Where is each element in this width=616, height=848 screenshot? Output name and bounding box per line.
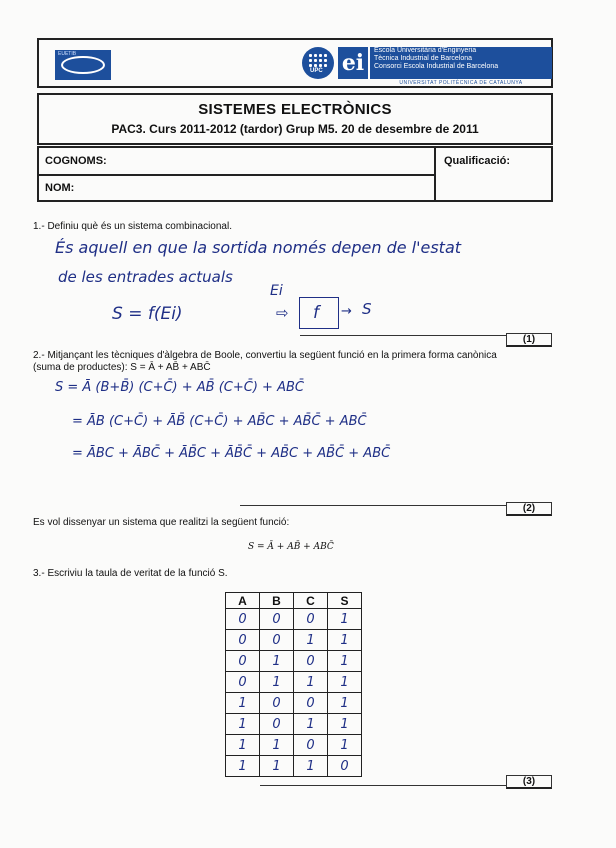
cell-s: 1 (328, 609, 362, 630)
logo-left-text: EUETIB (58, 51, 77, 57)
question-3-text: 3.- Escriviu la taula de veritat de la funció S. (33, 568, 228, 579)
upc-logo-label: UPC (310, 68, 323, 74)
cell-s: 1 (328, 714, 362, 735)
qualificacio-label: Qualificació: (444, 155, 511, 167)
cell-c: 1 (294, 714, 328, 735)
header-a: A (226, 593, 260, 609)
cell-b: 1 (260, 735, 294, 756)
table-row (226, 651, 362, 672)
q1-diagram-output: S (362, 300, 372, 318)
cell-s: 0 (328, 756, 362, 777)
cell-s: 1 (328, 735, 362, 756)
school-line-3: Consorci Escola Industrial de Barcelona (374, 63, 499, 70)
q1-formula: S = f(Ei) (112, 304, 183, 324)
table-row (226, 609, 362, 630)
cell-s: 1 (328, 693, 362, 714)
q1-diagram-input: Ei (270, 283, 283, 299)
page-title: SISTEMES ELECTRÒNICS (198, 101, 392, 118)
form-divider-horizontal (37, 174, 436, 176)
cell-a: 0 (226, 630, 260, 651)
table-row (226, 735, 362, 756)
q1-answer-line-2: de les entrades actuals (58, 268, 233, 286)
exam-subtitle: PAC3. Curs 2011-2012 (tardor) Grup M5. 20 de desembre de 2011 (111, 122, 479, 136)
score-box-1: (1) (506, 333, 552, 347)
cell-b: 1 (260, 756, 294, 777)
score-box-2: (2) (506, 502, 552, 516)
cell-c: 0 (294, 735, 328, 756)
university-name: UNIVERSITAT POLITÈCNICA DE CATALUNYA (399, 80, 523, 86)
table-row (226, 672, 362, 693)
cognoms-label: COGNOMS: (45, 155, 107, 167)
header-b: B (260, 593, 294, 609)
cell-a: 1 (226, 735, 260, 756)
cell-b: 0 (260, 714, 294, 735)
cell-c: 1 (294, 630, 328, 651)
truth-table-header (226, 593, 362, 609)
cell-s: 1 (328, 630, 362, 651)
table-row (226, 693, 362, 714)
intro-formula: S = Ā + AB̄ + ABC̄ (248, 542, 334, 552)
q1-answer-line-1: És aquell en que la sortida només depen de l'estat (55, 238, 462, 257)
cell-c: 1 (294, 756, 328, 777)
truth-table (225, 592, 362, 777)
question-2-text-line-1: 2.- Mitjançant les tècniques d'àlgebra de Boole, convertiu la següent funció en la primera forma canònica (33, 350, 497, 361)
q2-answer-line-3: = ĀBC + ĀBC̄ + ĀB̄C + ĀB̄C̄ + AB̄C + AB̄C̄ + ABC̄ (72, 446, 391, 461)
dots-icon (308, 53, 328, 67)
table-row (226, 756, 362, 777)
question-1-text: 1.- Definiu què és un sistema combinacional. (33, 221, 232, 232)
cell-c: 0 (294, 609, 328, 630)
score-line-2 (240, 505, 506, 506)
cell-c: 1 (294, 672, 328, 693)
cell-c: 0 (294, 651, 328, 672)
question-2-text-line-2: (suma de productes): S = Ā + AB̄ + ABC̄ (33, 362, 211, 373)
cell-a: 0 (226, 609, 260, 630)
q2-answer-line-1: S = Ā (B+B̄) (C+C̄) + AB̄ (C+C̄) + ABC̄ (55, 380, 304, 395)
score-line-3 (260, 785, 506, 786)
swoosh-icon (61, 56, 105, 74)
arrow-right-icon: ⇨ (276, 304, 289, 322)
cell-b: 1 (260, 651, 294, 672)
q2-answer-line-2: = ĀB (C+C̄) + ĀB̄ (C+C̄) + AB̄C + AB̄C̄ + ABC̄ (72, 414, 367, 429)
cell-b: 1 (260, 672, 294, 693)
cell-a: 1 (226, 756, 260, 777)
arrow-right-icon: → (341, 304, 352, 319)
cell-a: 0 (226, 672, 260, 693)
cell-a: 1 (226, 693, 260, 714)
cell-c: 0 (294, 693, 328, 714)
cell-s: 1 (328, 651, 362, 672)
school-line-2: Tècnica Industrial de Barcelona (374, 55, 473, 62)
cell-a: 1 (226, 714, 260, 735)
header-c: C (294, 593, 328, 609)
school-line-1: Escola Universitària d'Enginyeria (374, 47, 477, 54)
nom-label: NOM: (45, 182, 75, 194)
score-box-3: (3) (506, 775, 552, 789)
header-s: S (328, 593, 362, 609)
cell-b: 0 (260, 609, 294, 630)
cell-b: 0 (260, 630, 294, 651)
upc-logo (302, 47, 334, 79)
euetib-logo (55, 50, 111, 80)
function-block (299, 297, 339, 329)
cell-s: 1 (328, 672, 362, 693)
cell-b: 0 (260, 693, 294, 714)
table-row (226, 714, 362, 735)
school-name-block (370, 47, 552, 79)
score-line-1 (300, 335, 506, 336)
ei-logo: ei (338, 47, 368, 79)
table-row (226, 630, 362, 651)
title-box (37, 93, 553, 145)
intro-text: Es vol dissenyar un sistema que realitzi la següent funció: (33, 517, 290, 528)
cell-a: 0 (226, 651, 260, 672)
q1-diagram-block: f (313, 303, 319, 323)
